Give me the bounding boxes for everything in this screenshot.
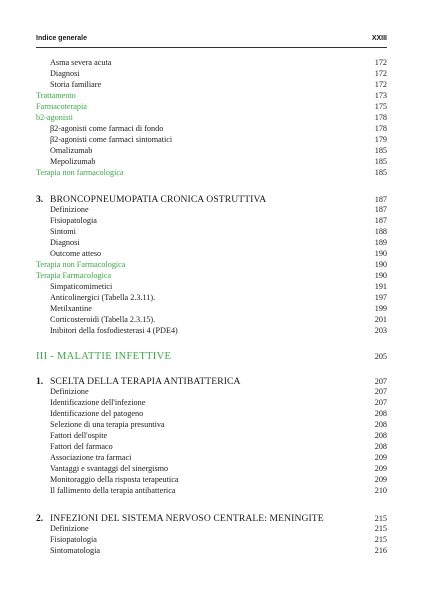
chapter-number: 2. xyxy=(36,513,44,524)
entry-title: Selezione di una terapia presuntiva xyxy=(50,420,165,429)
entry-title: Vantaggi e svantaggi del sinergismo xyxy=(50,464,169,473)
toc-sub-entry[interactable] xyxy=(36,545,387,556)
entry-title: Anticolinergici (Tabella 2.3.11). xyxy=(50,293,156,302)
entry-title: Mepolizumab xyxy=(50,157,96,166)
entry-page-number: 190 xyxy=(374,271,387,280)
chapter-number: 3. xyxy=(36,194,44,205)
toc-sub-entry[interactable] xyxy=(36,226,387,237)
entry-title: Diagnosi xyxy=(50,238,80,247)
toc-sub-entry[interactable] xyxy=(36,145,387,156)
entry-page-number: 197 xyxy=(374,293,387,302)
toc-topic-entry[interactable] xyxy=(36,90,387,101)
toc-sub-entry[interactable] xyxy=(36,523,387,534)
entry-page-number: 190 xyxy=(374,249,387,258)
entry-page-number: 187 xyxy=(374,205,387,214)
toc-part-entry[interactable] xyxy=(36,350,387,364)
entry-page-number: 178 xyxy=(374,124,387,133)
toc-sub-entry[interactable] xyxy=(36,463,387,474)
entry-title: Trattamento xyxy=(36,91,76,100)
entry-title: Sintomatologia xyxy=(50,546,101,555)
entry-title: Fisiopatologia xyxy=(50,535,97,544)
entry-page-number: 209 xyxy=(374,475,387,484)
toc-topic-entry[interactable] xyxy=(36,112,387,123)
toc-sub-entry[interactable] xyxy=(36,215,387,226)
entry-page-number: 185 xyxy=(374,168,387,177)
running-header xyxy=(36,35,387,47)
running-header-page-number: XXIII xyxy=(371,35,387,42)
entry-title: Simpaticomimetici xyxy=(50,282,113,291)
toc-sub-entry[interactable] xyxy=(36,123,387,134)
entry-page-number: 199 xyxy=(374,304,387,313)
entry-page-number: 187 xyxy=(374,216,387,225)
toc-sub-entry[interactable] xyxy=(36,314,387,325)
entry-title: BRONCOPNEUMOPATIA CRONICA OSTRUTTIVA xyxy=(50,194,267,205)
header-divider xyxy=(36,47,387,48)
entry-title: β2-agonisti come farmaci di fondo xyxy=(50,124,164,133)
entry-page-number: 201 xyxy=(374,315,387,324)
entry-title: β2-agonisti come farmaci sintomatici xyxy=(50,135,173,144)
entry-page-number: 191 xyxy=(374,282,387,291)
entry-page-number: 209 xyxy=(374,464,387,473)
entry-page-number: 208 xyxy=(374,431,387,440)
toc-sub-entry[interactable] xyxy=(36,57,387,68)
entry-title: Diagnosi xyxy=(50,69,80,78)
entry-page-number: 189 xyxy=(374,238,387,247)
entry-page-number: 172 xyxy=(374,69,387,78)
entry-page-number: 185 xyxy=(374,146,387,155)
entry-page-number: 208 xyxy=(374,409,387,418)
toc-sub-entry[interactable] xyxy=(36,281,387,292)
entry-page-number: 216 xyxy=(374,546,387,555)
entry-page-number: 172 xyxy=(374,58,387,67)
entry-title: III - MALATTIE INFETTIVE xyxy=(36,351,172,362)
entry-page-number: 208 xyxy=(374,420,387,429)
entry-title: b2-agonisti xyxy=(36,113,73,122)
toc-sub-entry[interactable] xyxy=(36,485,387,496)
entry-title: Associazione tra farmaci xyxy=(50,453,132,462)
toc-sub-entry[interactable] xyxy=(36,204,387,215)
toc-topic-entry[interactable] xyxy=(36,270,387,281)
toc-sub-entry[interactable] xyxy=(36,474,387,485)
toc-sub-entry[interactable] xyxy=(36,325,387,336)
entry-page-number: 203 xyxy=(374,326,387,335)
entry-page-number: 179 xyxy=(374,135,387,144)
entry-page-number: 215 xyxy=(374,535,387,544)
toc-topic-entry[interactable] xyxy=(36,101,387,112)
entry-page-number: 215 xyxy=(374,514,387,523)
toc-sub-entry[interactable] xyxy=(36,397,387,408)
entry-title: Asma severa acuta xyxy=(50,58,112,67)
toc-sub-entry[interactable] xyxy=(36,441,387,452)
toc-topic-entry[interactable] xyxy=(36,167,387,178)
entry-title: Fattori del farmaco xyxy=(50,442,113,451)
entry-title: Identificazione del patogeno xyxy=(50,409,144,418)
toc-sub-entry[interactable] xyxy=(36,237,387,248)
entry-page-number: 185 xyxy=(374,157,387,166)
entry-page-number: 208 xyxy=(374,442,387,451)
entry-title: Metilxantine xyxy=(50,304,92,313)
entry-page-number: 207 xyxy=(374,387,387,396)
entry-page-number: 205 xyxy=(374,352,387,361)
entry-page-number: 207 xyxy=(374,398,387,407)
toc-sub-entry[interactable] xyxy=(36,386,387,397)
toc-sub-entry[interactable] xyxy=(36,408,387,419)
entry-title: Terapia Farmacologica xyxy=(36,271,112,280)
entry-title: Terapia non Farmacologica xyxy=(36,260,126,269)
toc-sub-entry[interactable] xyxy=(36,68,387,79)
entry-page-number: 173 xyxy=(374,91,387,100)
entry-title: Fattori dell'ospite xyxy=(50,431,108,440)
entry-title: SCELTA DELLA TERAPIA ANTIBATTERICA xyxy=(50,376,241,387)
running-header-section: Indice generale xyxy=(36,35,87,42)
entry-page-number: 190 xyxy=(374,260,387,269)
entry-title: Corticosteroidi (Tabella 2.3.15). xyxy=(50,315,156,324)
entry-title: Storia familiare xyxy=(50,80,102,89)
entry-title: Il fallimento della terapia antibatterica xyxy=(50,486,176,495)
toc-sub-entry[interactable] xyxy=(36,430,387,441)
toc-sub-entry[interactable] xyxy=(36,134,387,145)
toc-sub-entry[interactable] xyxy=(36,79,387,90)
entry-page-number: 207 xyxy=(374,377,387,386)
toc-sub-entry[interactable] xyxy=(36,248,387,259)
toc-sub-entry[interactable] xyxy=(36,292,387,303)
entry-page-number: 178 xyxy=(374,113,387,122)
entry-page-number: 188 xyxy=(374,227,387,236)
entry-page-number: 172 xyxy=(374,80,387,89)
entry-page-number: 175 xyxy=(374,102,387,111)
entry-title: Sintomi xyxy=(50,227,76,236)
toc-sub-entry[interactable] xyxy=(36,534,387,545)
entry-title: Omalizumab xyxy=(50,146,93,155)
entry-title: Terapia non farmacologica xyxy=(36,168,124,177)
entry-page-number: 215 xyxy=(374,524,387,533)
toc-topic-entry[interactable] xyxy=(36,259,387,270)
entry-title: Monitoraggio della risposta terapeutica xyxy=(50,475,179,484)
entry-title: Identificazione dell'infezione xyxy=(50,398,146,407)
entry-title: Fisiopatologia xyxy=(50,216,97,225)
entry-title: Outcome atteso xyxy=(50,249,102,258)
toc-sub-entry[interactable] xyxy=(36,452,387,463)
entry-page-number: 209 xyxy=(374,453,387,462)
toc-sub-entry[interactable] xyxy=(36,303,387,314)
entry-title: Farmacoterapia xyxy=(36,102,87,111)
entry-title: Definizione xyxy=(50,387,89,396)
entry-title: Definizione xyxy=(50,205,89,214)
entry-title: Definizione xyxy=(50,524,89,533)
toc-sub-entry[interactable] xyxy=(36,156,387,167)
entry-title: Inibitori della fosfodiesterasi 4 (PDE4) xyxy=(50,326,178,335)
entry-page-number: 187 xyxy=(374,195,387,204)
entry-page-number: 210 xyxy=(374,486,387,495)
chapter-number: 1. xyxy=(36,376,44,387)
toc-sub-entry[interactable] xyxy=(36,419,387,430)
entry-title: INFEZIONI DEL SISTEMA NERVOSO CENTRALE: MENINGITE xyxy=(50,513,324,524)
toc-page xyxy=(36,0,387,609)
